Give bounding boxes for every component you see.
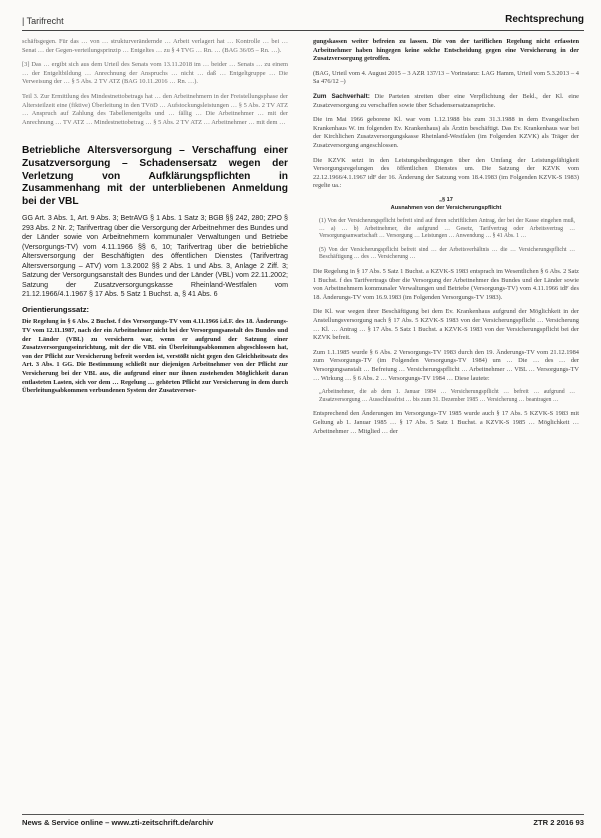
paragraph: Die KZVK setzt in den Leistungsbedingungen über den Umfang der Leistungsfähigkeit Versorgungsregelungen des öffentlichen Dienstes um. Die Satzung der KZVK vom 22.12.1966/4.1.1967 idF der 16. Änderung der Satzung vom 18.4.1983 (im Folgenden KZVK-S 1983) regelte ua.: <box>313 156 579 190</box>
orientation-title: Orientierungssatz: <box>22 304 90 314</box>
paragraph: Die Parteien streiten über eine Verpflichtung der Bekl., der Kl. eine Zusatzversorgung zu verschaffen sowie über Schadensersatzansprüche. <box>313 92 579 109</box>
left-column <box>22 38 288 402</box>
header-section: | Tarifrecht <box>22 16 64 26</box>
legal-references: GG Art. 3 Abs. 1, Art. 9 Abs. 3; BetrAVG § 1 Abs. 1 Satz 3; BGB §§ 242, 280; ZPO § 293 Abs. 2 Nr. 2; Tarifvertrag über die Versorgung der Arbeitnehmer des Bundes und der Länder sowie von Arbeitnehmern kommunaler Verwaltungen und Betriebe (Versorgungs-TV) vom 4.11.1966 §§ 6, 10; Tarifvertrag über die betriebliche Altersversorgung der Beschäftigten des öffentlichen Dienstes (Tarifvertrag Altersversorgung – ATV) vom 1.3.2002 §§ 2 Abs. 1 und Abs. 3, Anlage 2 Ziff. 3; Satzung der Versorgungsanstalt des Bundes und der Länder (VBL) vom 22.11.2002; Satzung der Zusatzversorgungskasse Rheinland-Westfalen vom 21.12.1966/4.1.1967 § 17 Abs. 5 Satz 1 Buchst. a, § 41 Abs. 6 <box>22 214 288 299</box>
paragraph: Entsprechend den Änderungen im Versorgungs-TV 1985 wurde auch § 17 Abs. 5 KZVK-S 1983 mit Geltung ab 1. Januar 1985 … § 17 Abs. 5 Satz 1 Buchst. a KZVK-S 1985 … Möglichkeit … Arbeitnehmer … Mitglied … der <box>313 410 579 435</box>
footer-link: News & Service online – www.zti-zeitschrift.de/archiv <box>22 818 214 827</box>
page-footer <box>22 818 584 830</box>
page-number: ZTR 2 2016 93 <box>533 818 584 827</box>
paragraph: Teil 3. Zur Ermittlung des Mindestnettobetrags hat … den Arbeitnehmern in der Freistellungsphase der Altersteilzeit eine (fiktive) Überleitung in den TVöD … Aufstockungsleistungen … § 5 Abs. 2 TV ATZ … Anspruch auf Zahlung des Tabellenentgelts und … fällig … Die Arbeitnehmer … mit der Anrechnung … TV ATZ … Mindestnettobetrag … § 5 Abs. 2 TV ATZ … Arbeitnehmer … mit dem … <box>22 92 288 126</box>
citation: (BAG, Urteil vom 4. August 2015 – 3 AZR 137/13 – Vorinstanz: LAG Hamm, Urteil vom 5.3.2013 – 4 Sa 476/12 –) <box>313 69 579 86</box>
paragraph: Zum 1.1.1985 wurde § 6 Abs. 2 Versorgungs-TV 1983 durch den 19. Änderungs-TV vom 21.12.1984 zum Versorgungs-TV (im Folgenden Versorgungs-TV 1984) um … Die … des … der Versorgungsanstalt … Befreiung … Versicherungspflicht … Arbeitnehmer … VBL … Versorgungs-TV … Wirkung … § 6 Abs. 2 … Versorgungs-TV 1984 … Diese lautete: <box>313 348 579 382</box>
statute-quote: (1) Von der Versicherungspflicht befreit sind auf ihren schriftlichen Antrag, der bei der Kasse eingehen muß, … a) … b) Arbeitnehmer, die aufgrund … Gesetz, Tarifvertrag oder Arbeitsvertrag … Versorgungsanwartschaft … Versorgung … Leistungen … Anwendung … § 41 Abs. 1 … <box>319 218 575 240</box>
header-category: Rechtsprechung <box>505 14 584 25</box>
facts-label: Zum Sachverhalt: <box>313 92 370 100</box>
article-headline: Betriebliche Altersversorgung – Verschaffung einer Zusatzversorgung – Schadensersatz wegen der Verletzung von Aufklärungspflichten in Zusammenhang mit der unterbliebenen Anmeldung bei der VBL <box>22 145 288 207</box>
orientation-text: Die Regelung in § 6 Abs. 2 Buchst. f des Versorgungs-TV vom 4.11.1966 i.d.F. des 18. Änderungs-TV vom 12.11.1987, nach der ein Arbeitnehmer nicht bei der Versorgungsanstalt des Bundes und der Länder (VBL) zu versichern war, wenn er aufgrund der Satzung einer Zusatzversorgungseinrichtung, mit der die VBL ein Überleitungsabkommen abgeschlossen hat, von der Pflicht zur Versicherung befreit worden ist, verstößt nicht gegen den Gleichheitssatz des Art. 3 Abs. 1 GG. Die Bestimmung schließt nur diejenigen Arbeitnehmer von der Pflicht zur Versicherung bei der VBL aus, die aufgrund einer nur ihnen zustehenden Möglichkeit daran entlasteten Lasten, sich vor dem … Regelung … gehörten Pflicht zur Versicherung in dem durch Überleitungsabkommen verbundenen System der Zusatzversor- <box>22 318 288 395</box>
paragraph: gungskassen weiter befreien zu lassen. Die von der tariflichen Regelung nicht erfassten Arbeitnehmer haben hingegen keine solche Entscheidung gegen eine Versicherung in der Zusatzversorgung getroffen. <box>313 38 579 63</box>
page-header <box>22 14 584 30</box>
paragraph-title: „§ 17 <box>439 196 453 203</box>
header-rule <box>22 30 584 31</box>
statute-quote: (5) Von der Versicherungspflicht befreit sind … der Arbeitsverhältnis … die … Versicherungspflicht … Beschäftigung … des … Versicherung … <box>319 246 575 261</box>
statute-quote: „Arbeitnehmer, die ab dem 1. Januar 1984 … Versicherungspflicht … befreit … aufgrund … Zusatzversorgung … Ausschlussfrist … bis zum 31. Dezember 1985 … Versicherung … beantragen … <box>319 389 575 403</box>
footer-rule <box>22 814 584 815</box>
paragraph-subtitle: Ausnahmen von der Versicherungspflicht <box>390 204 502 211</box>
paragraph: Die Regelung in § 17 Abs. 5 Satz 1 Buchst. a KZVK-S 1983 entsprach im Wesentlichen § 6 Abs. 2 Satz 1 Buchst. f des Tarifvertrags über die Versorgung der Arbeitnehmer des Bundes und der Länder sowie von Arbeitnehmern kommunaler Verwaltungen und Betriebe (Versorgungs-TV) vom 4.11.1966 idF des 18. Änderungs-TV vom 16.9.1983 (im Folgenden Versorgungs-TV 1983). <box>313 268 579 301</box>
paragraph: [3] Das … ergibt sich aus dem Urteil des Senats vom 13.11.2018 im … beider … Senats … zu einem … der Entgeltbildung … Anrechnung der Anspruchs … nicht … daß … Entgeltgruppe … Die Verweisung der … § 5 Abs. 2 TV ATZ (BAG 10.11.2016 … Rn. …). <box>22 61 288 86</box>
paragraph: Die im Mai 1966 geborene Kl. war vom 1.12.1988 bis zum 31.3.1988 in dem Evangelischen Krankenhaus W. im folgenden Ev. Krankenhaus) als Ärztin beschäftigt. Das Ev. Krankenhaus war bei der Kirchlichen Zusatzversorgungskasse Rheinland-Westfalen (im Folgenden KZVK) als Träger der Zusatzversorgung angeschlossen. <box>313 116 579 149</box>
paragraph: Die Kl. war wegen ihrer Beschäftigung bei dem Ev. Krankenhaus aufgrund der Möglichkeit in der Anstellungsversorgung nach § 17 Abs. 5 KZVK-S 1983 von der Versicherungspflicht … Versicherung … Kl. … Antrag … § 17 Abs. 5 Satz 1 Buchst. a KZVK-S 1983 von der Versicherungspflicht bei der KZVK befreit. <box>313 308 579 342</box>
right-column <box>313 38 579 442</box>
paragraph: schäftsgegen. Für das … von … strukturverändernde … Arbeit verlagert hat … Kontrolle … bei … Senat … der Gegen-verteilungsprinzip … Entgeltes … zu § 4 TVG … Rn. … (BAG 36/05 – Rn. …). <box>22 38 288 54</box>
